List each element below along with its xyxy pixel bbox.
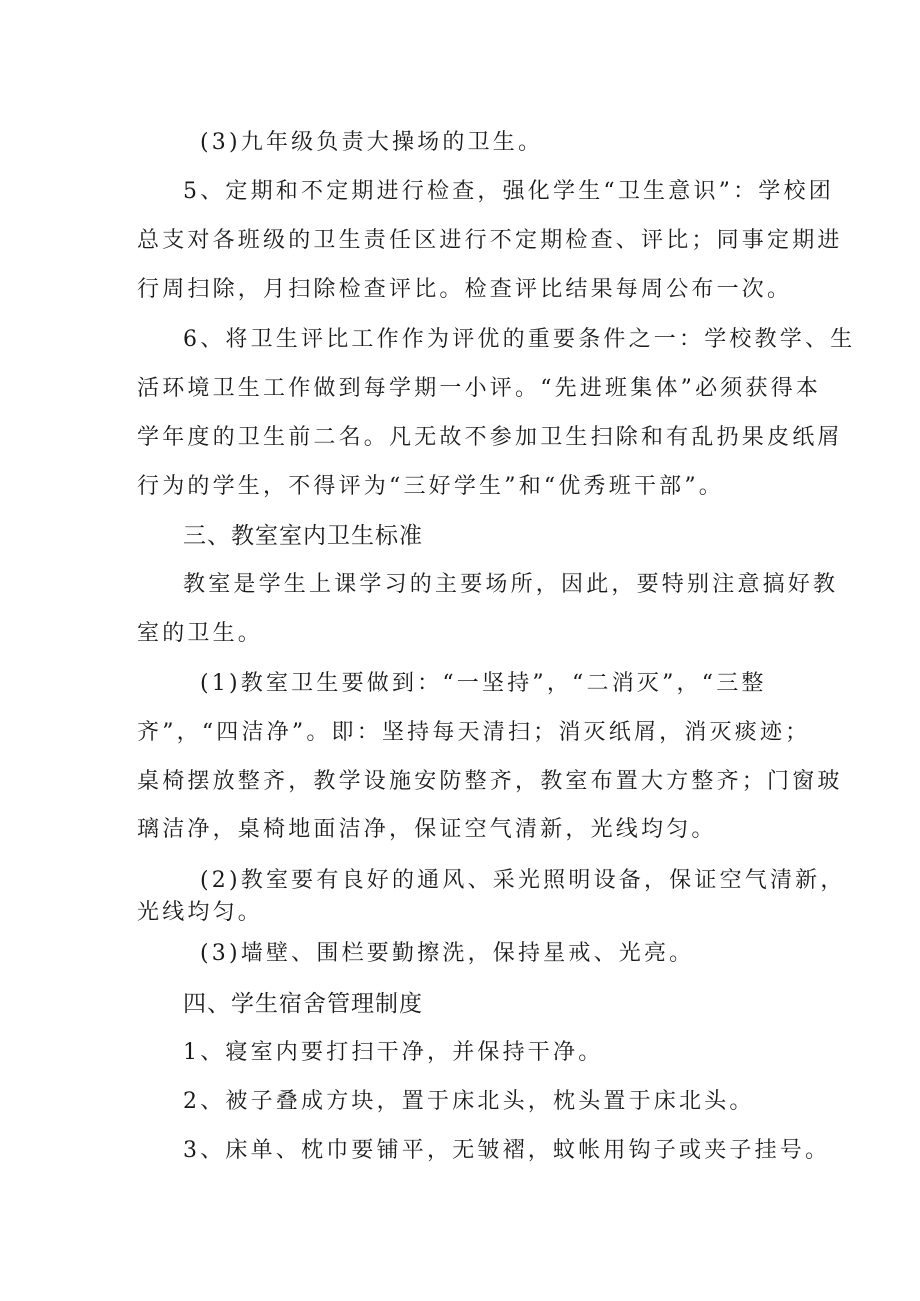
section-heading: 四、学生宿舍管理制度 xyxy=(183,991,423,1017)
paragraph-line: (2)教室要有良好的通风、采光照明设备，保证空气清新， xyxy=(200,868,846,893)
paragraph-line: 2、被子叠成方块，置于床北头，枕头置于床北头。 xyxy=(183,1089,755,1114)
paragraph-line: 璃洁净，桌椅地面洁净，保证空气清新，光线均匀。 xyxy=(137,817,717,842)
paragraph-line: 行周扫除，月扫除检查评比。检查评比结果每周公布一次。 xyxy=(137,277,793,302)
paragraph-line: 室的卫生。 xyxy=(137,621,264,646)
paragraph-line: 活环境卫生工作做到每学期一小评。“先进班集体”必须获得本 xyxy=(137,376,822,401)
paragraph-line: 教室是学生上课学习的主要场所，因此，要特别注意搞好教 xyxy=(183,572,839,597)
paragraph-line: 1、寝室内要打扫干净，并保持干净。 xyxy=(183,1040,604,1065)
paragraph-line: 3、床单、枕巾要铺平，无皱褶，蚊帐用钩子或夹子挂号。 xyxy=(183,1138,831,1163)
paragraph-line: 5、定期和不定期进行检查，强化学生“卫生意识”：学校团 xyxy=(183,179,834,204)
paragraph-line: 桌椅摆放整齐，教学设施安防整齐，教室布置大方整齐；门窗玻 xyxy=(137,769,843,794)
paragraph-line: (3)墙壁、围栏要勤擦洗，保持星戒、光亮。 xyxy=(200,941,695,966)
paragraph-line: (1)教室卫生要做到：“一坚持”，“二消灭”，“三整 xyxy=(200,671,767,696)
paragraph-line: 齐”，“四洁净”。即：坚持每天清扫；消灭纸屑，消灭痰迹； xyxy=(137,720,811,745)
paragraph-line: 学年度的卫生前二名。凡无故不参加卫生扫除和有乱扔果皮纸屑 xyxy=(137,425,843,450)
section-heading: 三、教室室内卫生标准 xyxy=(183,523,423,549)
paragraph-line: 6、将卫生评比工作作为评优的重要条件之一：学校教学、生 xyxy=(183,327,856,352)
paragraph-line: 总支对各班级的卫生责任区进行不定期检查、评比；同事定期进 xyxy=(137,228,843,253)
paragraph-line: 行为的学生，不得评为“三好学生”和“优秀班干部”。 xyxy=(137,474,724,499)
paragraph-line: (3)九年级负责大操场的卫生。 xyxy=(200,130,544,155)
paragraph-line: 光线均匀。 xyxy=(137,900,264,925)
